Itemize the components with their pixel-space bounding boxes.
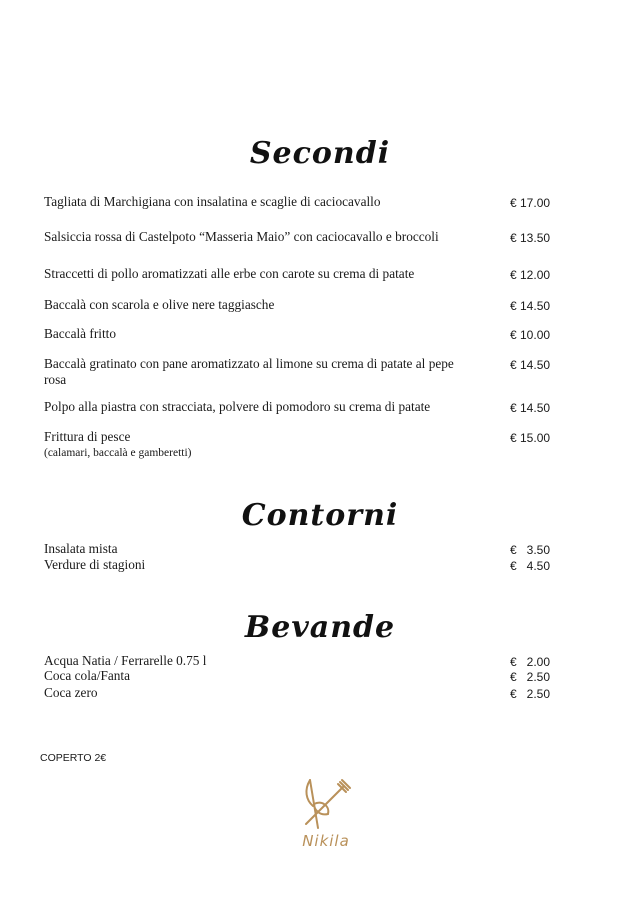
menu-item: Verdure di stagioni [44, 557, 146, 572]
section-title-contorni: Contorni [241, 498, 399, 533]
menu-item: Polpo alla piastra con stracciata, polvere di pomodoro su crema di patate [44, 399, 431, 414]
logo-text: Nikila [302, 832, 350, 850]
menu-item-price: € 3.50 [510, 543, 551, 557]
menu-item: Tagliata di Marchigiana con insalatina e scaglie di caciocavallo [44, 194, 381, 209]
menu-item: Insalata mista [44, 541, 118, 556]
menu-item: Baccalà con scarola e olive nere taggiasche [44, 297, 275, 312]
menu-item: Coca zero [44, 685, 98, 700]
menu-item: Straccetti di pollo aromatizzati alle erbe con carote su crema di patate [44, 266, 415, 281]
menu-item-price: € 14.50 [510, 401, 551, 415]
restaurant-logo [296, 776, 356, 856]
menu-item-price: € 14.50 [510, 358, 551, 372]
menu-item-price: € 2.00 [510, 655, 551, 669]
menu-item-price: € 14.50 [510, 299, 551, 313]
menu-item: Salsiccia rossa di Castelpoto “Masseria Maio” con caciocavallo e broccoli [44, 229, 439, 244]
menu-item-price: € 10.00 [510, 328, 551, 342]
menu-item-price: € 13.50 [510, 231, 551, 245]
section-title-secondi: Secondi [249, 136, 391, 171]
menu-item-note: (calamari, baccalà e gamberetti) [44, 447, 192, 459]
coperto-note: COPERTO 2€ [40, 752, 107, 764]
menu-item: Baccalà gratinato con pane aromatizzato al limone su crema di patate al pepe rosa [44, 356, 454, 387]
menu-item: Coca cola/Fanta [44, 668, 131, 683]
menu-item-price: € 15.00 [510, 431, 551, 445]
menu-item: Baccalà fritto [44, 326, 116, 341]
menu-item: Frittura di pesce [44, 429, 131, 444]
menu-item: Acqua Natia / Ferrarelle 0.75 l [44, 653, 207, 668]
menu-item-price: € 2.50 [510, 687, 551, 701]
menu-item-price: € 17.00 [510, 196, 551, 210]
fork-knife-icon [296, 776, 356, 834]
menu-item-price: € 4.50 [510, 559, 551, 573]
section-title-bevande: Bevande [244, 610, 396, 645]
menu-item-price: € 12.00 [510, 268, 551, 282]
menu-item-price: € 2.50 [510, 670, 551, 684]
